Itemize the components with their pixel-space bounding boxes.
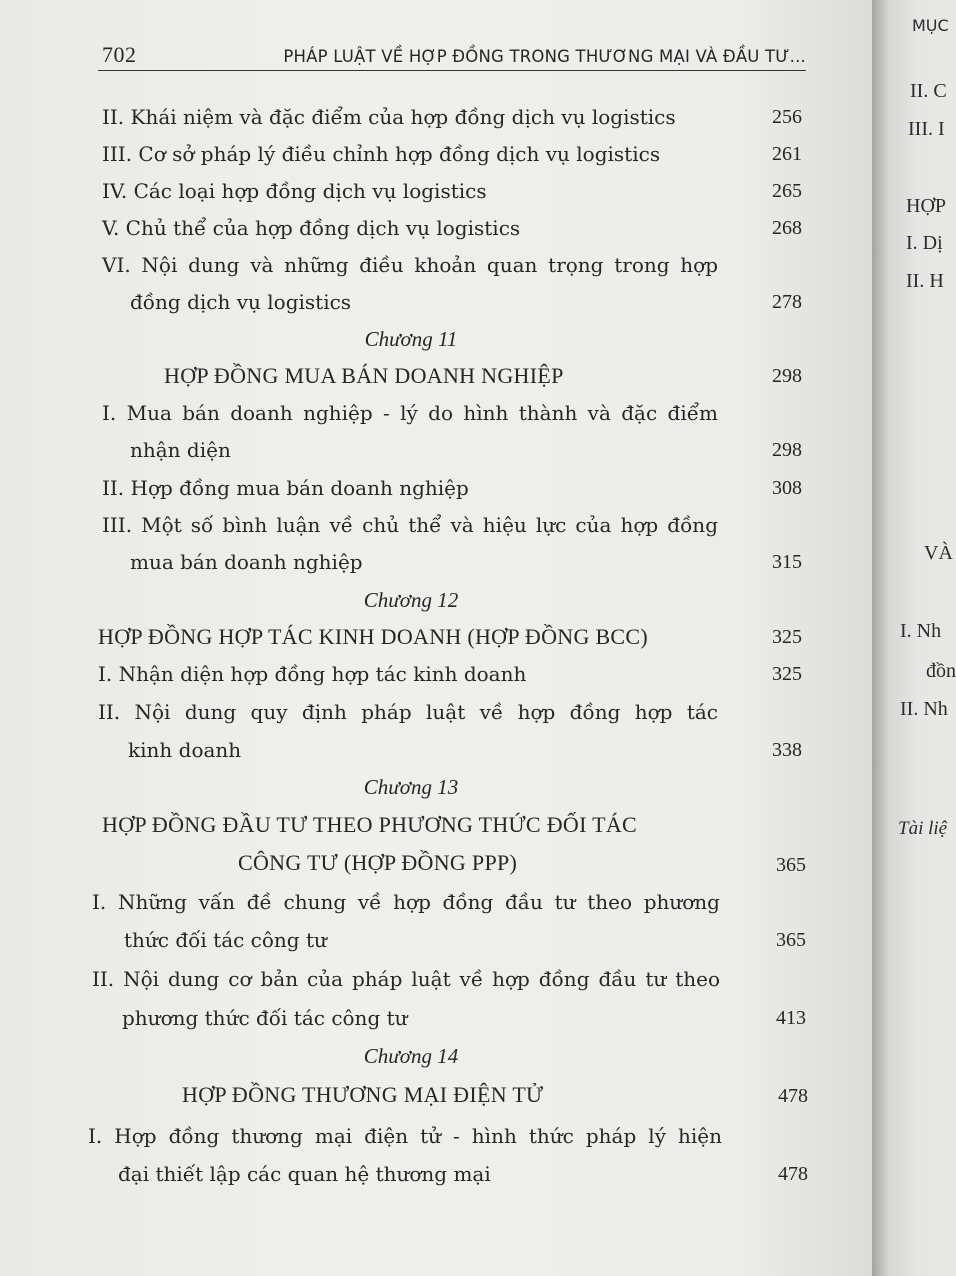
toc-page-number: 365	[776, 854, 806, 876]
toc-page-number: 325	[772, 663, 802, 685]
toc-entry[interactable]: I. Nhận diện hợp đồng hợp tác kinh doanh	[98, 662, 527, 686]
toc-entry[interactable]: II. Nội dung cơ bản của pháp luật về hợp đồng đầu tư theo	[92, 967, 720, 991]
right-book-page-edge	[872, 0, 956, 1276]
toc-page-number: 298	[772, 439, 802, 461]
toc-page-number: 338	[772, 739, 802, 761]
next-page-fragment: I. Nh	[900, 620, 942, 642]
toc-page-number: 478	[778, 1163, 808, 1185]
running-title: PHÁP LUẬT VỀ HỢP ĐỒNG TRONG THƯƠNG MẠI VÀ ĐẦU TƯ...	[283, 47, 806, 66]
toc-page-number: 478	[778, 1085, 808, 1107]
toc-page-number: 265	[772, 180, 802, 202]
next-page-fragment: I. Dị	[906, 232, 943, 254]
toc-page-number: 268	[772, 217, 802, 239]
chapter-title[interactable]: HỢP ĐỒNG ĐẦU TƯ THEO PHƯƠNG THỨC ĐỐI TÁC	[102, 812, 638, 837]
toc-entry[interactable]: II. Nội dung quy định pháp luật về hợp đồng hợp tác	[98, 700, 718, 724]
chapter-title[interactable]: HỢP ĐỒNG MUA BÁN DOANH NGHIỆP	[164, 363, 564, 388]
next-page-fragment: II. C	[910, 80, 947, 102]
toc-page-number: 413	[776, 1007, 806, 1029]
next-page-fragment: HỢP	[906, 195, 947, 217]
chapter-label: Chương 11	[364, 327, 458, 351]
toc-entry[interactable]: I. Hợp đồng thương mại điện tử - hình thức pháp lý hiện	[88, 1124, 722, 1148]
toc-entry[interactable]: IV. Các loại hợp đồng dịch vụ logistics	[102, 179, 487, 203]
toc-page-number: 298	[772, 365, 802, 387]
toc-entry-continuation: đại thiết lập các quan hệ thương mại	[118, 1162, 491, 1186]
toc-entry[interactable]: VI. Nội dung và những điều khoản quan trọng trong hợp	[102, 253, 718, 277]
chapter-label: Chương 13	[363, 775, 459, 799]
toc-page-number: 365	[776, 929, 806, 951]
toc-entry[interactable]: I. Những vấn đề chung về hợp đồng đầu tư theo phương	[92, 890, 720, 914]
next-page-fragment: II. H	[906, 270, 944, 292]
chapter-label: Chương 12	[363, 588, 459, 612]
next-page-header: MỤC	[912, 16, 949, 35]
next-page-fragment: III. I	[908, 118, 945, 140]
toc-entry[interactable]: II. Khái niệm và đặc điểm của hợp đồng dịch vụ logistics	[102, 105, 676, 129]
page-number: 702	[102, 42, 137, 67]
toc-page-number: 325	[772, 626, 802, 648]
toc-entry-continuation: phương thức đối tác công tư	[122, 1006, 408, 1030]
toc-page-number: 261	[772, 143, 802, 165]
next-page-fragment: Tài liệ	[898, 818, 948, 839]
toc-page-number: 308	[772, 477, 802, 499]
chapter-title[interactable]: HỢP ĐỒNG THƯƠNG MẠI ĐIỆN TỬ	[182, 1082, 544, 1107]
toc-entry-continuation: thức đối tác công tư	[124, 928, 327, 952]
toc-page-number: 315	[772, 551, 802, 573]
next-page-fragment: đồn	[926, 660, 956, 682]
toc-entry-continuation: đồng dịch vụ logistics	[130, 290, 352, 314]
chapter-label: Chương 14	[363, 1044, 459, 1068]
toc-entry-continuation: mua bán doanh nghiệp	[130, 550, 363, 574]
toc-page-number: 278	[772, 291, 802, 313]
toc-entry[interactable]: III. Cơ sở pháp lý điều chỉnh hợp đồng dịch vụ logistics	[102, 142, 661, 166]
chapter-title-continuation: CÔNG TƯ (HỢP ĐỒNG PPP)	[238, 850, 518, 875]
toc-entry[interactable]: III. Một số bình luận về chủ thể và hiệu lực của hợp đồng	[102, 513, 718, 537]
toc-entry-continuation: kinh doanh	[128, 738, 242, 762]
next-page-fragment: VÀ	[924, 542, 953, 564]
toc-page-number: 256	[772, 106, 802, 128]
next-page-fragment: II. Nh	[900, 698, 948, 720]
chapter-title[interactable]: HỢP ĐỒNG HỢP TÁC KINH DOANH (HỢP ĐỒNG BCC)	[98, 624, 648, 649]
toc-entry[interactable]: V. Chủ thể của hợp đồng dịch vụ logistics	[102, 216, 521, 240]
toc-entry[interactable]: I. Mua bán doanh nghiệp - lý do hình thành và đặc điểm	[102, 401, 718, 425]
toc-entry[interactable]: II. Hợp đồng mua bán doanh nghiệp	[102, 476, 469, 500]
toc-entry-continuation: nhận diện	[130, 438, 231, 462]
